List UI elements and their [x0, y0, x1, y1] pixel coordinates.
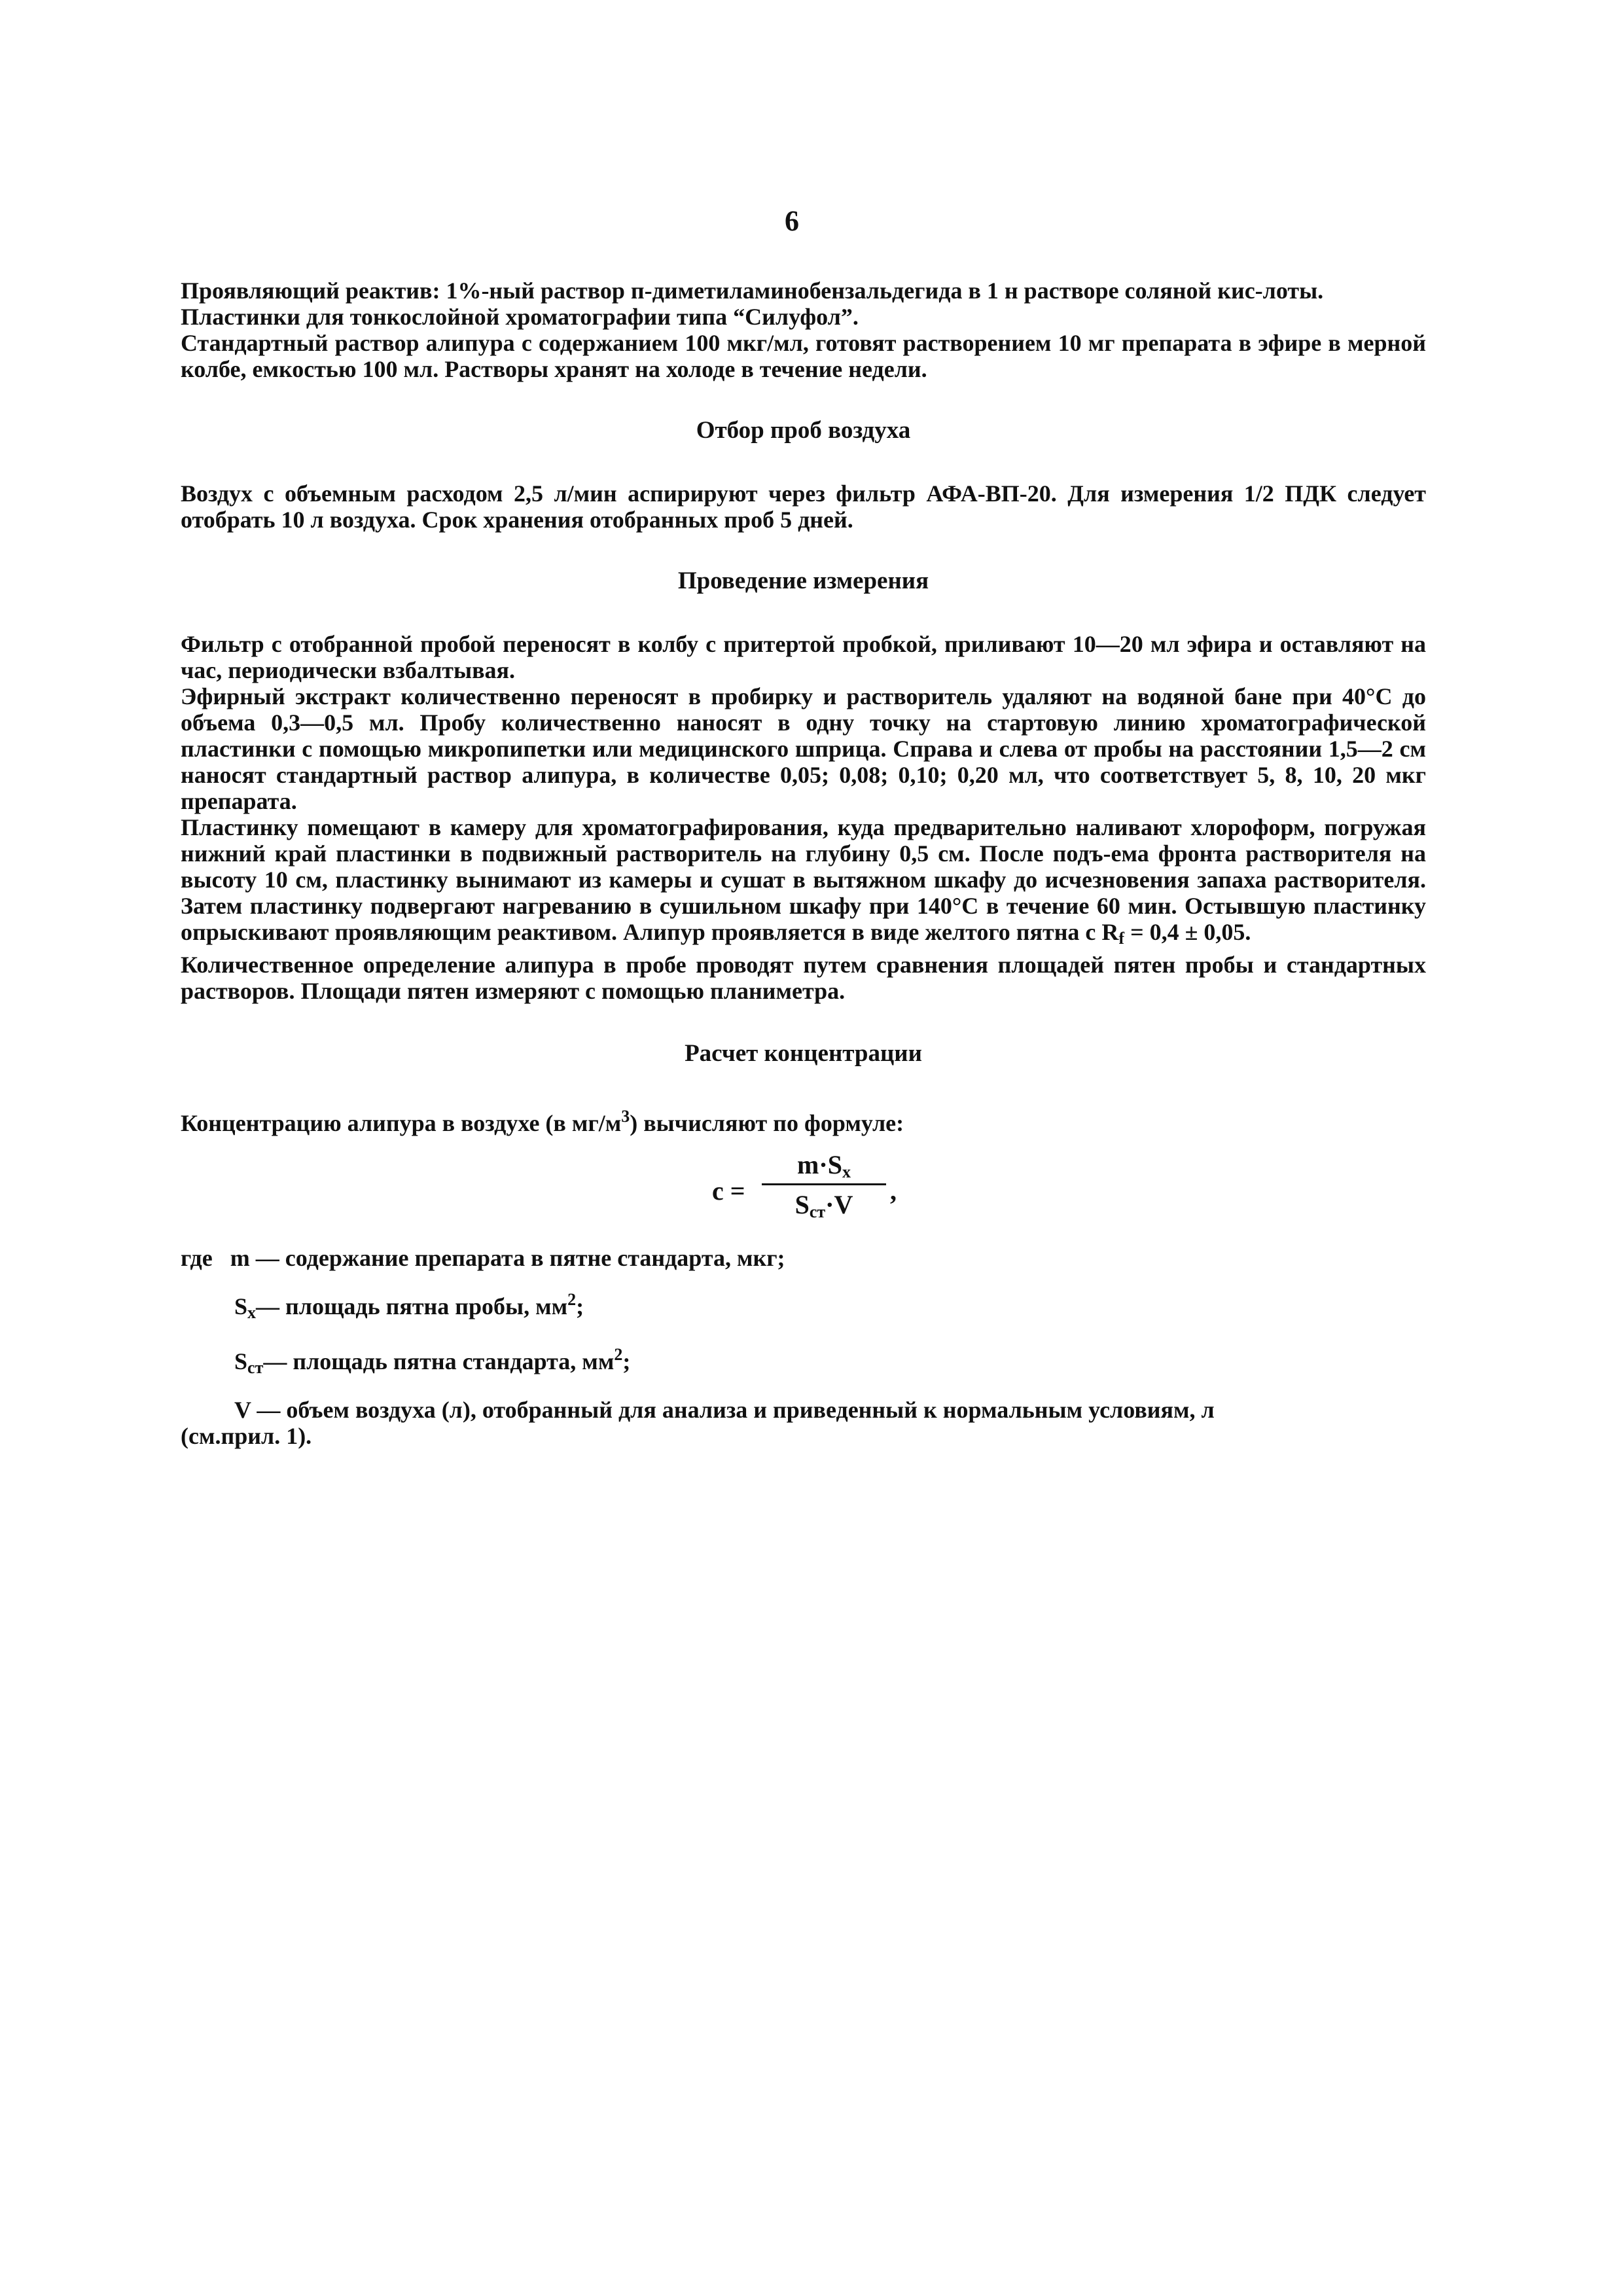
measurement-paragraph-3: [181, 814, 1426, 952]
fraction-bar: [762, 1183, 886, 1185]
definition-m-text: m — содержание препарата в пятне стандарта, мкг;: [230, 1245, 785, 1271]
sst-subscript: ст: [247, 1358, 264, 1377]
sx-superscript: 2: [567, 1290, 577, 1309]
sx-end: ;: [576, 1293, 584, 1319]
numerator-main: m·S: [797, 1150, 842, 1179]
formula-intro-superscript: 3: [621, 1107, 630, 1126]
definition-sst: [181, 1342, 1426, 1381]
section-measurement-title: Проведение измерения: [677, 567, 929, 594]
formula-intro-text: Концентрацию алипура в воздухе (в мг/м: [181, 1110, 622, 1136]
denominator-main: S: [794, 1190, 810, 1219]
definition-v-continuation: (см.прил. 1).: [181, 1423, 312, 1449]
sst-end: ;: [622, 1348, 631, 1374]
sst-superscript: 2: [614, 1345, 623, 1364]
intro-line-2: Пластинки для тонкослойной хроматографии типа “Силуфол”.: [181, 304, 859, 330]
intro-developer-reagent: [181, 278, 1426, 304]
sx-symbol: S: [234, 1293, 248, 1319]
formula-intro-tail: ) вычисляют по формуле:: [630, 1110, 904, 1136]
measurement-paragraph-1: Фильтр с отобранной пробой переносят в колбу с притертой пробкой, приливают 10—20 мл эфира и оставляют на час, периодически взбалтывая.: [181, 631, 1426, 683]
section-calculation-title: Расчет концентрации: [685, 1040, 922, 1067]
denominator-subscript: ст: [809, 1202, 826, 1221]
sx-text: — площадь пятна пробы, мм: [256, 1293, 568, 1319]
section-air-sampling-title: Отбор проб воздуха: [696, 417, 911, 444]
formula-definitions: [181, 1245, 1426, 1449]
rf-value: = 0,4 ± 0,05.: [1124, 919, 1251, 945]
document-body: [181, 278, 1426, 1465]
measurement-paragraph-4: Количественное определение алипура в пробе проводят путем сравнения площадей пятен пробы и стандартных растворов. Площади пятен измеряют с помощью планиметра.: [181, 952, 1426, 1004]
rf-subscript: f: [1118, 929, 1125, 948]
definition-m: [181, 1245, 1426, 1271]
measurement-paragraph-2: Эфирный экстракт количественно переносят в пробирку и растворитель удаляют на водяной бане при 40°С до объема 0,3—0,5 мл. Пробу количественно наносят в одну точку на стартовую линию хроматографической пластинки с помощью микропипетки или медицинского шприца. Справа и слева от пробы на расстоянии 1,5—2 см наносят стандартный раствор алипура, в количестве 0,05; 0,08; 0,10; 0,20 мл, что соответствует 5, 8, 10, 20 мкг препарата.: [181, 683, 1426, 814]
intro-line-1: Проявляющий реактив: 1%-ный раствор п-диметиламинобензальдегида в 1 н растворе соляной кис-лоты.: [181, 278, 1324, 304]
section-air-sampling-text: Воздух с объемным расходом 2,5 л/мин аспирируют через фильтр АФА-ВП-20. Для измерения 1/2 ПДК следует отобрать 10 л воздуха. Срок хранения отобранных проб 5 дней.: [181, 480, 1426, 533]
definitions-lead: где: [181, 1245, 213, 1271]
sx-subscript: x: [247, 1303, 257, 1322]
formula-lhs: с =: [712, 1176, 745, 1206]
intro-line-3: Стандартный раствор алипура с содержанием 100 мкг/мл, готовят растворением 10 мг препарата в эфире в мерной колбе, емкостью 100 мл. Растворы хранят на холоде в течение недели.: [181, 330, 1426, 382]
sst-text: — площадь пятна стандарта, мм: [263, 1348, 615, 1374]
formula-intro: [181, 1103, 1426, 1136]
definition-v: V — объем воздуха (л), отобранный для анализа и приведенный к нормальным условиям, л: [234, 1397, 1215, 1423]
definition-sx: [181, 1287, 1426, 1326]
formula-denominator: [762, 1189, 886, 1221]
sst-symbol: S: [234, 1348, 248, 1374]
formula-fraction: [762, 1149, 886, 1221]
intro-standard-solution: [181, 330, 1426, 382]
intro-plates: [181, 304, 1426, 330]
formula-comma: ,: [890, 1176, 897, 1206]
measurement-paragraph-3-text: Пластинку помещают в камеру для хроматографирования, куда предварительно наливают хлороформ, погружая нижний край пластинки в подвижный растворитель на глубину 0,5 см. После подъ-ема фронта растворителя на высоту 10 см, пластинку вынимают из камеры и сушат в вытяжном шкафу до исчезновения запаха растворителя. Затем пластинку подвергают нагреванию в сушильном шкафу при 140°С в течение 60 мин. Остывшую пластинку опрыскивают проявляющим реактивом. Алипур проявляется в виде желтого пятна с R: [181, 814, 1426, 945]
concentration-formula: [181, 1149, 1426, 1234]
numerator-subscript: x: [842, 1162, 851, 1181]
page-number: 6: [785, 205, 799, 237]
formula-numerator: [762, 1149, 886, 1181]
denominator-tail: ·V: [825, 1190, 853, 1219]
